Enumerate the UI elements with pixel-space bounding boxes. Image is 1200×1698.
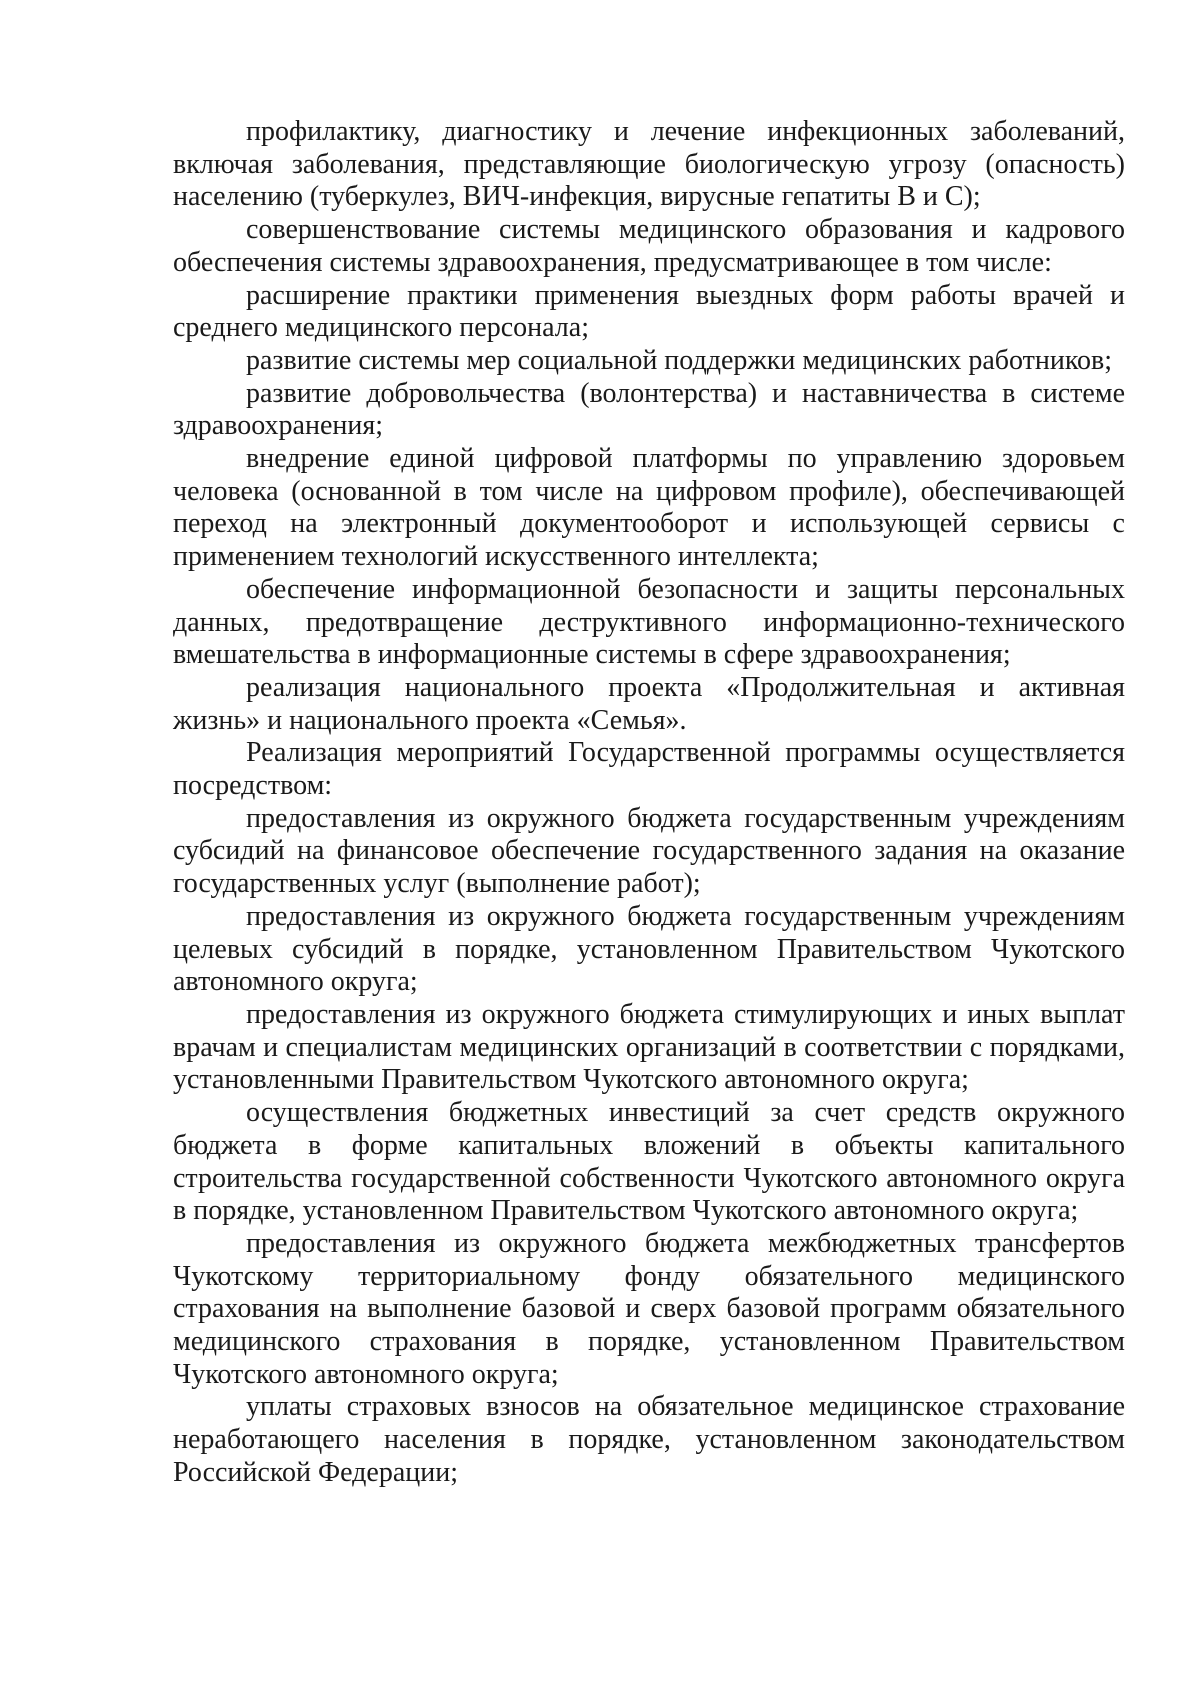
paragraph-1: профилактику, диагностику и лечение инфекционных заболеваний, включая заболевания, представляющие биологическую угрозу (опасность) населению (туберкулез, ВИЧ-инфекция, вирусные гепатиты В и С); bbox=[173, 116, 1125, 213]
paragraph-10: предоставления из окружного бюджета государственным учреждениям субсидий на финансовое обеспечение государственного задания на оказание государственных услуг (выполнение работ); bbox=[173, 802, 1125, 900]
paragraph-2: совершенствование системы медицинского образования и кадрового обеспечения системы здравоохранения, предусматривающее в том числе: bbox=[173, 214, 1125, 278]
paragraph-3: расширение практики применения выездных форм работы врачей и среднего медицинского персонала; bbox=[173, 279, 1125, 344]
paragraph-4: развитие системы мер социальной поддержки медицинских работников; bbox=[246, 344, 1113, 376]
paragraph-6: внедрение единой цифровой платформы по управлению здоровьем человека (основанной в том числе на цифровом профиле), обеспечивающей переход на электронный документооборот и использующей сервисы с применением технологий искусственного интеллекта; bbox=[173, 443, 1125, 573]
paragraph-15: уплаты страховых взносов на обязательное медицинское страхование неработающего населения в порядке, установленном законодательством Российской Федерации; bbox=[173, 1391, 1125, 1488]
paragraph-12: предоставления из окружного бюджета стимулирующих и иных выплат врачам и специалистам медицинских организаций в соответствии с порядками, установленными Правительством Чукотского автономного округа; bbox=[173, 998, 1125, 1096]
paragraph-13: осуществления бюджетных инвестиций за счет средств окружного бюджета в форме капитальных вложений в объекты капитального строительства государственной собственности Чукотского автономного округа в порядке, установленном Правительством Чукотского автономного округа; bbox=[173, 1097, 1125, 1227]
document-body bbox=[173, 116, 1125, 1490]
paragraph-5: развитие добровольчества (волонтерства) и наставничества в системе здравоохранения; bbox=[173, 377, 1125, 442]
paragraph-9: Реализация мероприятий Государственной программы осуществляется посредством: bbox=[173, 737, 1125, 802]
paragraph-14: предоставления из окружного бюджета межбюджетных трансфертов Чукотскому территориальному фонду обязательного медицинского страхования на выполнение базовой и сверх базовой программ обязательного медицинского страхования в порядке, установленном Правительством Чукотского автономного округа; bbox=[173, 1227, 1125, 1390]
paragraph-8: реализация национального проекта «Продолжительная и активная жизнь» и национального проекта «Семья». bbox=[173, 671, 1125, 736]
paragraph-7: обеспечение информационной безопасности и защиты персональных данных, предотвращение деструктивного информационно-технического вмешательства в информационные системы в сфере здравоохранения; bbox=[173, 573, 1125, 671]
paragraph-11: предоставления из окружного бюджета государственным учреждениям целевых субсидий в порядке, установленном Правительством Чукотского автономного округа; bbox=[173, 900, 1125, 998]
